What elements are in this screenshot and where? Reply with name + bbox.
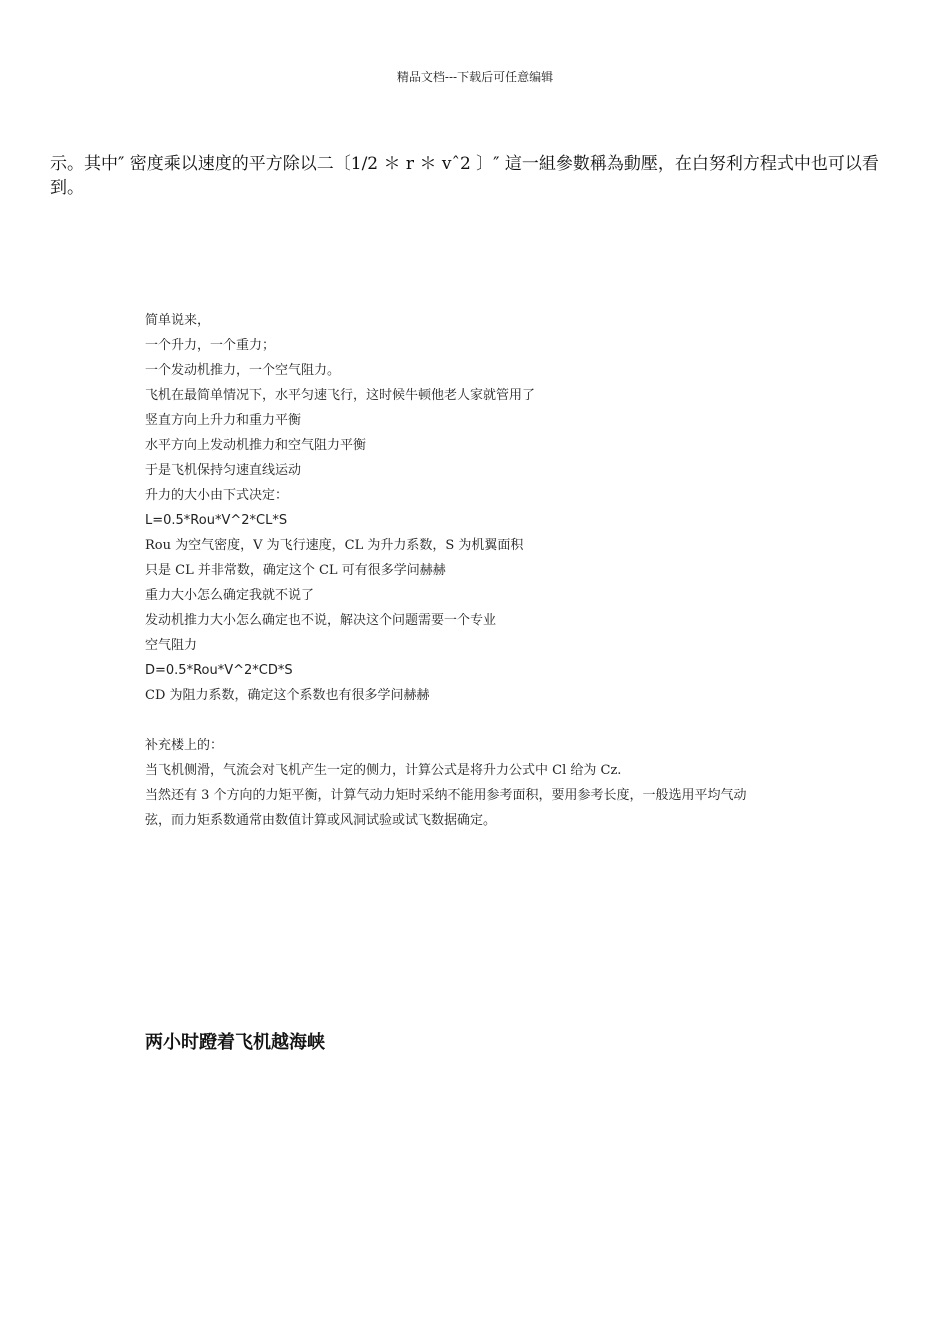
body-line: 发动机推力大小怎么确定也不说，解决这个问题需要一个专业	[145, 613, 497, 628]
supplement-line: 当然还有 3 个方向的力矩平衡，计算气动力矩时采纳不能用参考面积，要用参考长度，一般选用平均气动	[145, 788, 747, 803]
supplement-line: 补充楼上的：	[145, 738, 224, 753]
body-line: 水平方向上发动机推力和空气阻力平衡	[145, 438, 367, 453]
intro-paragraph: 示。其中″ 密度乘以速度的平方除以二〔1/2 ＊ r ＊ vˆ2 〕″ 這一組參數稱為動壓，在白努利方程式中也可以看到。	[50, 154, 879, 198]
body-line: 重力大小怎么确定我就不说了	[145, 588, 315, 603]
drag-formula: D=0.5*Rou*V^2*CD*S	[145, 663, 293, 678]
supplement-line: 弦，而力矩系数通常由数值计算或风洞试验或试飞数据确定。	[145, 813, 497, 828]
body-line: 空气阻力	[145, 638, 198, 653]
lift-formula: L=0.5*Rou*V^2*CL*S	[145, 513, 288, 528]
body-line: Rou 为空气密度，V 为飞行速度，CL 为升力系数，S 为机翼面积	[145, 538, 524, 553]
paragraph-spacer	[145, 708, 825, 733]
body-line: 竖直方向上升力和重力平衡	[145, 413, 302, 428]
body-line: 一个升力，一个重力；	[145, 338, 276, 353]
document-header-note: 精品文档---下载后可任意编辑	[396, 70, 554, 84]
body-line: 简单说来，	[145, 313, 211, 328]
supplement-line: 当飞机侧滑，气流会对飞机产生一定的侧力，计算公式是将升力公式中 Cl 给为 Cz.	[145, 763, 622, 778]
body-line: CD 为阻力系数，确定这个系数也有很多学问赫赫	[145, 688, 430, 703]
section-heading: 两小时蹬着飞机越海峡	[145, 1032, 325, 1053]
body-content	[145, 308, 825, 833]
body-line: 升力的大小由下式决定：	[145, 488, 289, 503]
body-line: 一个发动机推力，一个空气阻力。	[145, 363, 341, 378]
body-line: 只是 CL 并非常数，确定这个 CL 可有很多学问赫赫	[145, 563, 446, 578]
body-line: 飞机在最简单情况下，水平匀速飞行，这时候牛顿他老人家就管用了	[145, 388, 536, 403]
body-line: 于是飞机保持匀速直线运动	[145, 463, 302, 478]
